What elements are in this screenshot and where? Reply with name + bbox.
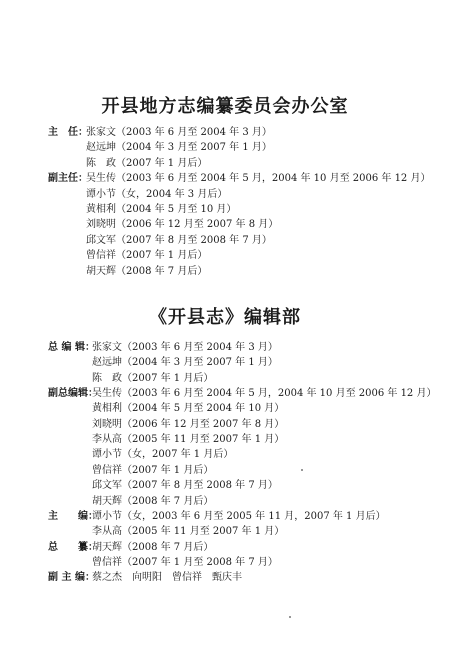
person-entry: 蔡之杰 向明阳 曾信祥 甄庆丰 xyxy=(92,572,242,584)
roster-row xyxy=(0,540,450,555)
person-entry: 张家文（2003 年 6 月至 2004 年 3 月） xyxy=(86,127,272,138)
roster-row xyxy=(0,371,450,386)
person-entry: 赵远坤（2004 年 3 月至 2007 年 1 月） xyxy=(92,357,278,369)
editorial-title: 《开县志》编辑部 xyxy=(149,307,301,328)
role-label: 总 编 辑： xyxy=(48,342,95,353)
role-label: 副 主 编： xyxy=(48,572,95,584)
roster-row xyxy=(0,233,450,248)
roster-row xyxy=(0,340,450,355)
role-label: 总 纂： xyxy=(48,541,98,553)
scan-speck xyxy=(301,469,303,471)
person-entry: 黄相利（2004 年 5 月至 2004 年 10 月） xyxy=(92,403,285,415)
roster-row xyxy=(0,187,450,202)
roster-row xyxy=(0,156,450,171)
role-label: 主 任： xyxy=(48,127,88,138)
roster-row xyxy=(0,524,450,539)
person-entry: 赵远坤（2004 年 3 月至 2007 年 1 月） xyxy=(86,142,272,154)
person-entry: 曾信祥（2007 年 1 月至 2008 年 7 月） xyxy=(92,556,278,568)
person-entry: 谭小节（女，2003 年 6 月至 2005 年 11 月，2007 年 1 月后） xyxy=(92,510,386,522)
person-entry: 李从高（2005 年 11 月至 2007 年 1 月） xyxy=(92,434,285,446)
person-entry: 吴生传（2003 年 6 月至 2004 年 5 月，2004 年 10 月至 2006 年 12 月） xyxy=(92,388,437,400)
person-entry: 吴生传（2003 年 6 月至 2004 年 5 月，2004 年 10 月至 2006 年 12 月） xyxy=(86,173,431,185)
roster-row xyxy=(0,570,450,585)
roster-row xyxy=(0,264,450,279)
person-entry: 胡天辉（2008 年 7 月后） xyxy=(92,495,214,507)
person-entry: 曾信祥（2007 年 1 月后） xyxy=(86,250,208,262)
role-label: 主 编： xyxy=(48,510,98,522)
person-entry: 李从高（2005 年 11 月至 2007 年 1 月） xyxy=(92,526,285,538)
roster-row xyxy=(0,140,450,155)
person-entry: 胡天辉（2008 年 7 月后） xyxy=(92,541,214,553)
roster-row xyxy=(0,355,450,370)
office-title: 开县地方志编纂委员会办公室 xyxy=(101,96,349,117)
roster-row xyxy=(0,478,450,493)
scan-speck xyxy=(289,616,291,618)
person-entry: 谭小节（女，2004 年 3 月后） xyxy=(86,188,228,200)
person-entry: 谭小节（女，2007 年 1 月后） xyxy=(92,449,234,461)
roster-row xyxy=(0,248,450,263)
roster-row xyxy=(0,125,450,140)
person-entry: 刘晓明（2006 年 12 月至 2007 年 8 月） xyxy=(86,219,279,231)
person-entry: 陈 政（2007 年 1 月后） xyxy=(86,157,208,169)
role-label: 副总编辑： xyxy=(48,388,98,400)
person-entry: 黄相利（2004 年 5 月至 10 月） xyxy=(86,204,237,215)
person-entry: 胡天辉（2008 年 7 月后） xyxy=(86,265,208,277)
roster-row xyxy=(0,401,450,416)
person-entry: 邱文军（2007 年 8 月至 2008 年 7 月） xyxy=(92,480,278,492)
roster-row xyxy=(0,417,450,432)
person-entry: 曾信祥（2007 年 1 月后） xyxy=(92,464,214,476)
role-label: 副主任： xyxy=(48,173,88,185)
person-entry: 陈 政（2007 年 1 月后） xyxy=(92,372,214,384)
roster-row xyxy=(0,555,450,570)
person-entry: 刘晓明（2006 年 12 月至 2007 年 8 月） xyxy=(92,418,285,430)
roster-row xyxy=(0,217,450,232)
person-entry: 张家文（2003 年 6 月至 2004 年 3 月） xyxy=(92,342,278,353)
roster-row xyxy=(0,386,450,401)
roster-row xyxy=(0,447,450,462)
roster-row xyxy=(0,494,450,509)
roster-row xyxy=(0,171,450,186)
person-entry: 邱文军（2007 年 8 月至 2008 年 7 月） xyxy=(86,234,272,246)
roster-row xyxy=(0,509,450,524)
roster-row xyxy=(0,202,450,217)
roster-row xyxy=(0,463,450,478)
roster-row xyxy=(0,432,450,447)
